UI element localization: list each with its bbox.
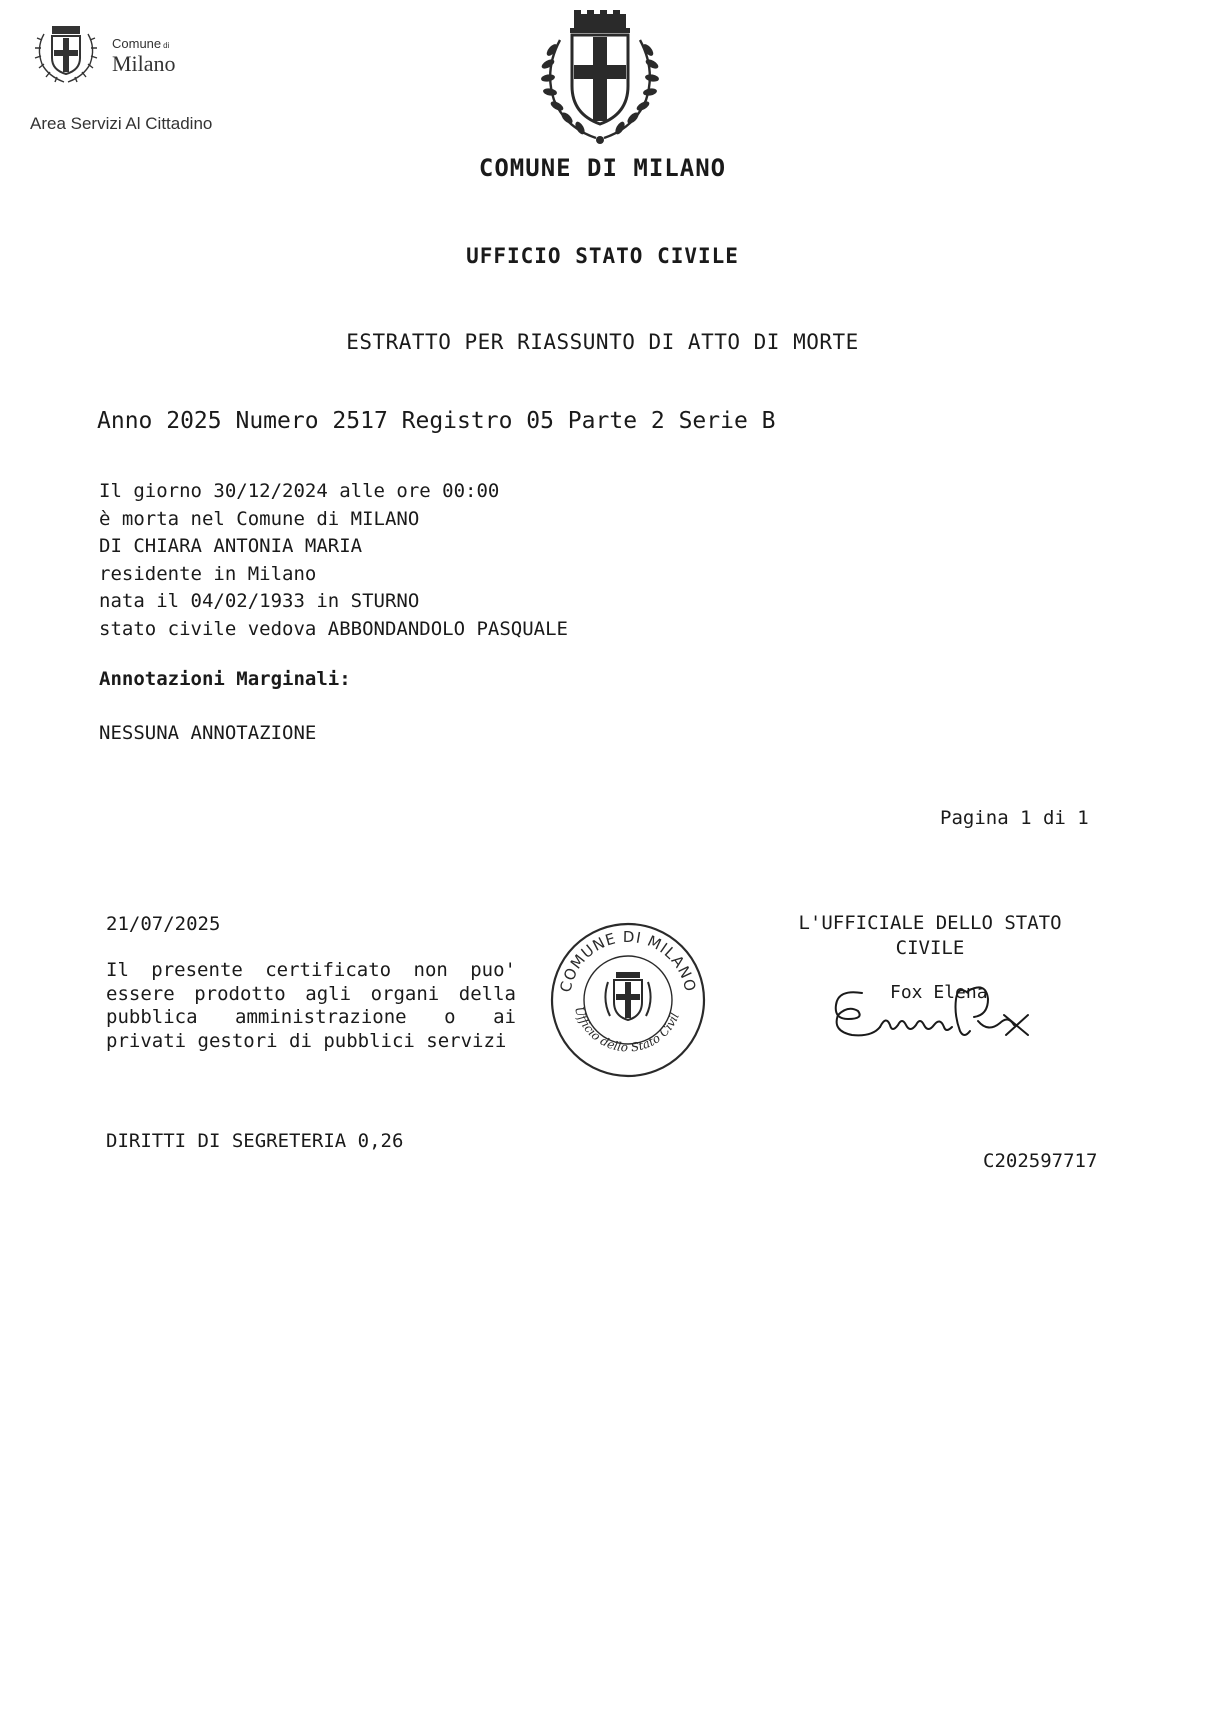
seal-top-text: COMUNE DI MILANO [556,927,700,994]
coat-of-arms-icon [30,18,102,88]
record-line-place: è morta nel Comune di MILANO [99,507,420,530]
record-line-residence: residente in Milano [99,562,317,585]
comune-title: COMUNE DI MILANO [478,154,727,182]
record-body [99,478,568,643]
logo-milano-text: Milano [112,51,176,76]
registro-line: Anno 2025 Numero 2517 Registro 05 Parte 2 Serie B [97,408,776,434]
annotazioni-label: Annotazioni Marginali: [99,668,351,690]
comune-milano-logo [30,18,230,98]
document-title: ESTRATTO PER RIASSUNTO DI ATTO DI MORTE [346,330,859,354]
diritti-segreteria: DIRITTI DI SEGRETERIA 0,26 [106,1130,404,1152]
certificate-code: C202597717 [983,1150,1098,1172]
page-indicator: Pagina 1 di 1 [940,807,1089,829]
seal-bottom-text: Ufficio dello Stato Civil [571,1004,682,1055]
official-stamp [548,920,708,1080]
logo-comune-word: Comune [112,36,162,51]
logo-di-word: di [163,41,170,50]
ufficiale-title: L'UFFICIALE DELLO STATO CIVILE [798,912,1062,959]
record-line-civil-status: stato civile vedova ABBONDANDOLO PASQUALE [99,617,568,640]
ufficio-title: UFFICIO STATO CIVILE [466,244,739,268]
record-line-date: Il giorno 30/12/2024 alle ore 00:00 [99,480,500,502]
annotazioni-value: NESSUNA ANNOTAZIONE [99,722,317,744]
signer-name: Fox Elena [890,982,988,1003]
record-line-birth: nata il 04/02/1933 in STURNO [99,590,420,612]
seal-crest-icon [605,972,650,1020]
main-crest-icon [530,10,670,150]
handwritten-signature [828,975,1048,1045]
certificate-disclaimer: Il presente certificato non puo' essere prodotto agli organi della pubblica amministrazione o ai privati gestori di pubblici servizi [106,959,516,1052]
record-line-name: DI CHIARA ANTONIA MARIA [99,535,363,557]
issue-date: 21/07/2025 [106,913,221,935]
area-servizi-label: Area Servizi Al Cittadino [30,114,213,133]
logo-comune-text [112,36,169,51]
